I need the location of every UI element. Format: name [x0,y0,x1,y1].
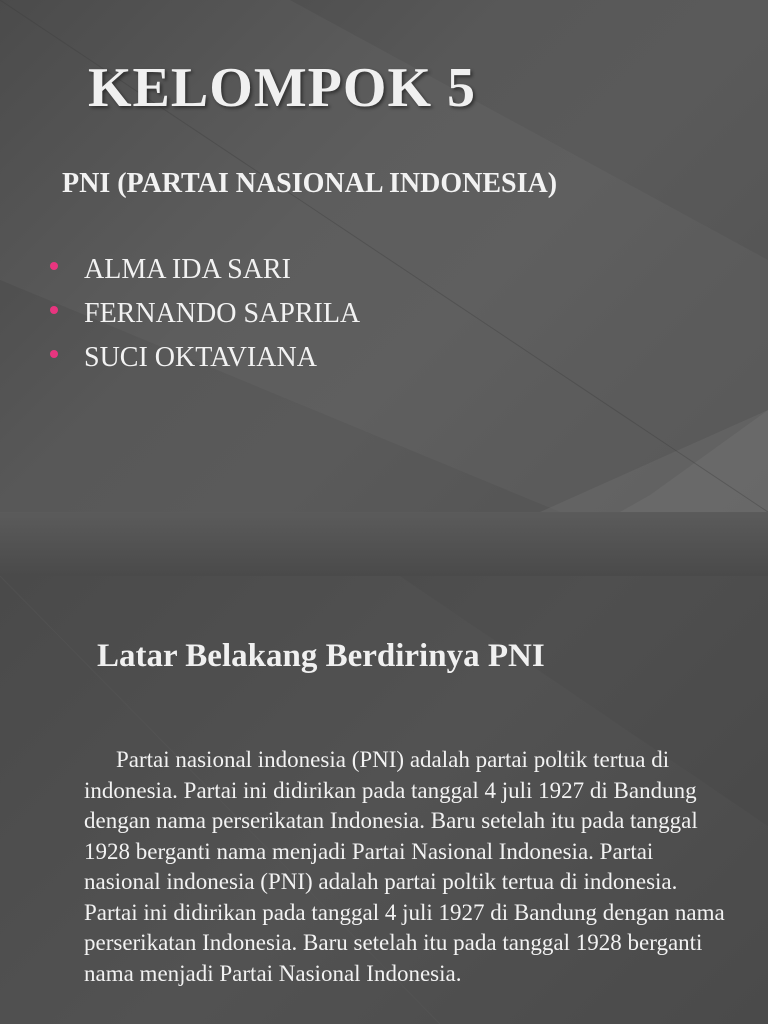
member-name: FERNANDO SAPRILA [84,298,361,329]
bullet-dot-icon [50,306,58,314]
member-item [48,298,360,342]
bullet-dot-icon [50,350,58,358]
body-paragraph: Partai nasional indonesia (PNI) adalah partai poltik tertua di indonesia. Partai ini didirikan pada tanggal 4 juli 1927 di Bandung dengan nama perserikatan Indonesia. Baru setelah itu pada tanggal 1928 berganti nama menjadi Partai Nasional Indonesia. Partai nasional indonesia (PNI) adalah partai poltik tertua di indonesia. Partai ini didirikan pada tanggal 4 juli 1927 di Bandung dengan nama perserikatan Indonesia. Baru setelah itu pada tanggal 1928 berganti nama menjadi Partai Nasional Indonesia. [84,747,725,986]
slide-subtitle: PNI (PARTAI NASIONAL INDONESIA) [62,168,558,199]
member-name: ALMA IDA SARI [84,254,291,285]
slide-divider [0,512,768,576]
member-list [48,254,360,386]
slide-title: KELOMPOK 5 [88,57,476,119]
member-item [48,254,360,298]
member-item [48,342,360,386]
section-heading: Latar Belakang Berdirinya PNI [97,638,545,674]
member-name: SUCI OKTAVIANA [84,342,317,373]
bullet-dot-icon [50,262,58,270]
